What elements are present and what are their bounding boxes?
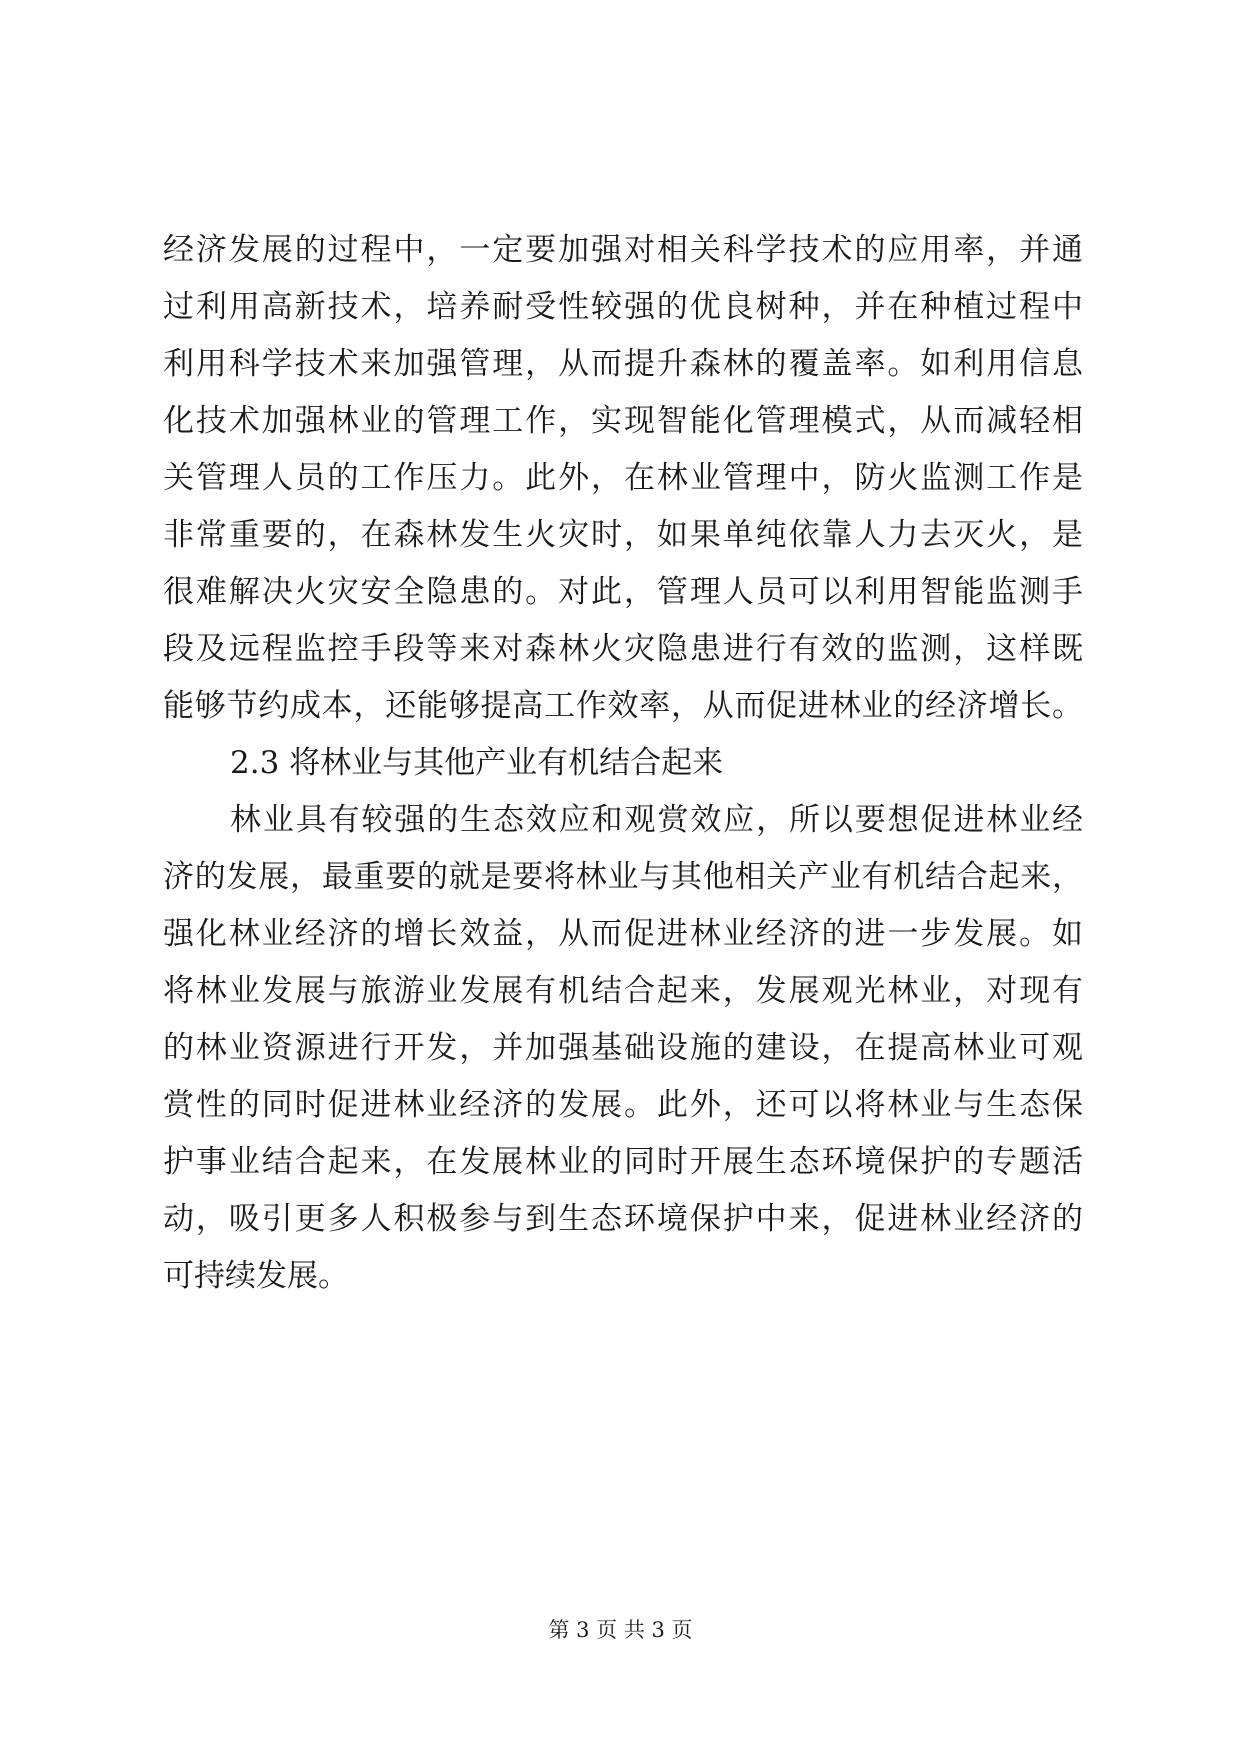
- paragraph-1-line: 很难解决火灾安全隐患的。对此，管理人员可以利用智能监测手: [163, 574, 1083, 610]
- paragraph-1-line: 利用科学技术来加强管理，从而提升森林的覆盖率。如利用信息: [163, 346, 1083, 382]
- paragraph-2-line: 强化林业经济的增长效益，从而促进林业经济的进一步发展。如: [163, 916, 1083, 952]
- paragraph-2-line: 将林业发展与旅游业发展有机结合起来，发展观光林业，对现有: [163, 973, 1083, 1009]
- paragraph-1-line: 经济发展的过程中，一定要加强对相关科学技术的应用率，并通: [163, 232, 1083, 268]
- paragraph-2-line: 动，吸引更多人积极参与到生态环境保护中来，促进林业经济的: [163, 1201, 1083, 1237]
- section-heading: 2.3 将林业与其他产业有机结合起来: [230, 745, 724, 781]
- paragraph-1-line: 过利用高新技术，培养耐受性较强的优良树种，并在种植过程中: [163, 289, 1083, 325]
- paragraph-2-line: 的林业资源进行开发，并加强基础设施的建设，在提高林业可观: [163, 1030, 1083, 1066]
- paragraph-2-line: 可持续发展。: [163, 1258, 349, 1294]
- paragraph-2-line: 林业具有较强的生态效应和观赏效应，所以要想促进林业经: [230, 802, 1083, 838]
- page-number-footer: 第 3 页 共 3 页: [548, 1618, 693, 1642]
- paragraph-1-line: 关管理人员的工作压力。此外，在林业管理中，防火监测工作是: [163, 460, 1083, 496]
- paragraph-1-line: 段及远程监控手段等来对森林火灾隐患进行有效的监测，这样既: [163, 631, 1083, 667]
- paragraph-2-line: 赏性的同时促进林业经济的发展。此外，还可以将林业与生态保: [163, 1087, 1083, 1123]
- paragraph-2-line: 护事业结合起来，在发展林业的同时开展生态环境保护的专题活: [163, 1144, 1083, 1180]
- paragraph-1-line: 能够节约成本，还能够提高工作效率，从而促进林业的经济增长。: [163, 688, 1083, 724]
- paragraph-2-line: 济的发展，最重要的就是要将林业与其他相关产业有机结合起来，: [163, 859, 1083, 895]
- paragraph-1-line: 非常重要的，在森林发生火灾时，如果单纯依靠人力去灭火，是: [163, 517, 1083, 553]
- paragraph-1-line: 化技术加强林业的管理工作，实现智能化管理模式，从而减轻相: [163, 403, 1083, 439]
